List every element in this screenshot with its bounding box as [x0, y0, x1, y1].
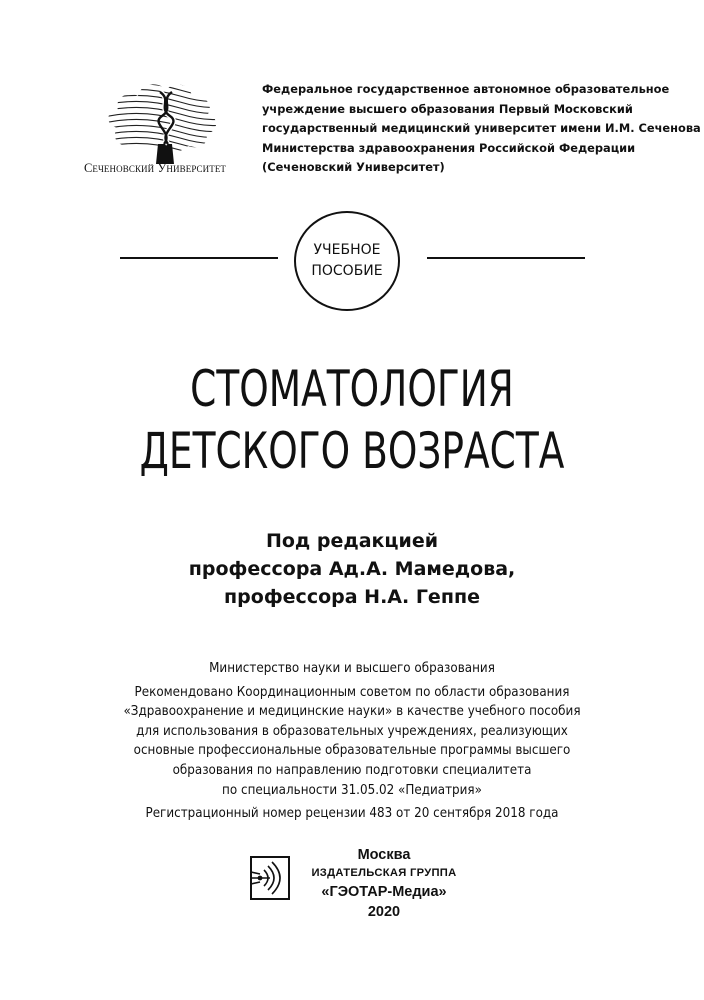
badge-line: ПОСОБИЕ: [311, 263, 383, 279]
book-title-line: СТОМАТОЛОГИЯ: [190, 360, 514, 418]
institution-line: учреждение высшего образования Первый Московский: [262, 101, 633, 116]
textbook-badge: [294, 211, 400, 311]
badge-right-rule: [427, 257, 585, 259]
university-logo-caption: Сеченовский Университет: [83, 161, 227, 175]
recommendation-line: Рекомендовано Координационным советом по области образования: [134, 683, 570, 700]
institution-block: [262, 80, 701, 178]
recommendation-line: образования по направлению подготовки специалитета: [172, 761, 532, 778]
institution-line: государственный медицинский университет имени И.М. Сеченова: [262, 121, 701, 136]
editors-line: Под редакцией: [265, 530, 439, 552]
publisher-group: ИЗДАТЕЛЬСКАЯ ГРУППА: [311, 867, 457, 879]
recommendation-line: основные профессиональные образовательные программы высшего: [133, 742, 571, 759]
institution-line: Министерства здравоохранения Российской Федерации: [262, 140, 636, 155]
publisher-block: [280, 845, 488, 922]
recommendation-block: [42, 659, 662, 824]
recommendation-line: по специальности 31.05.02 «Педиатрия»: [222, 781, 482, 798]
recommendation-line: «Здравоохранение и медицинские науки» в качестве учебного пособия: [123, 703, 581, 720]
book-title-line: ДЕТСКОГО ВОЗРАСТА: [139, 422, 565, 480]
ministry-heading: Министерство науки и высшего образования: [209, 660, 495, 676]
publication-year: 2020: [367, 904, 401, 920]
recommendation-line: для использования в образовательных учреждениях, реализующих: [136, 722, 568, 739]
badge-line: УЧЕБНОЕ: [313, 242, 381, 258]
editors-line: профессора Н.А. Геппе: [224, 586, 480, 608]
editors-line: профессора Ад.А. Мамедова,: [188, 558, 516, 580]
book-title: [88, 358, 616, 482]
publisher-city: Москва: [357, 847, 411, 863]
institution-line: Федеральное государственное автономное образовательное: [262, 82, 670, 96]
tree-dna-icon: [80, 74, 250, 164]
publisher-name: «ГЭОТАР-Медиа»: [321, 884, 447, 900]
institution-line: (Сеченовский Университет): [262, 160, 445, 175]
editors-block: [0, 527, 704, 611]
badge-left-rule: [120, 257, 278, 259]
registration-line: Регистрационный номер рецензии 483 от 20 сентября 2018 года: [145, 805, 559, 822]
